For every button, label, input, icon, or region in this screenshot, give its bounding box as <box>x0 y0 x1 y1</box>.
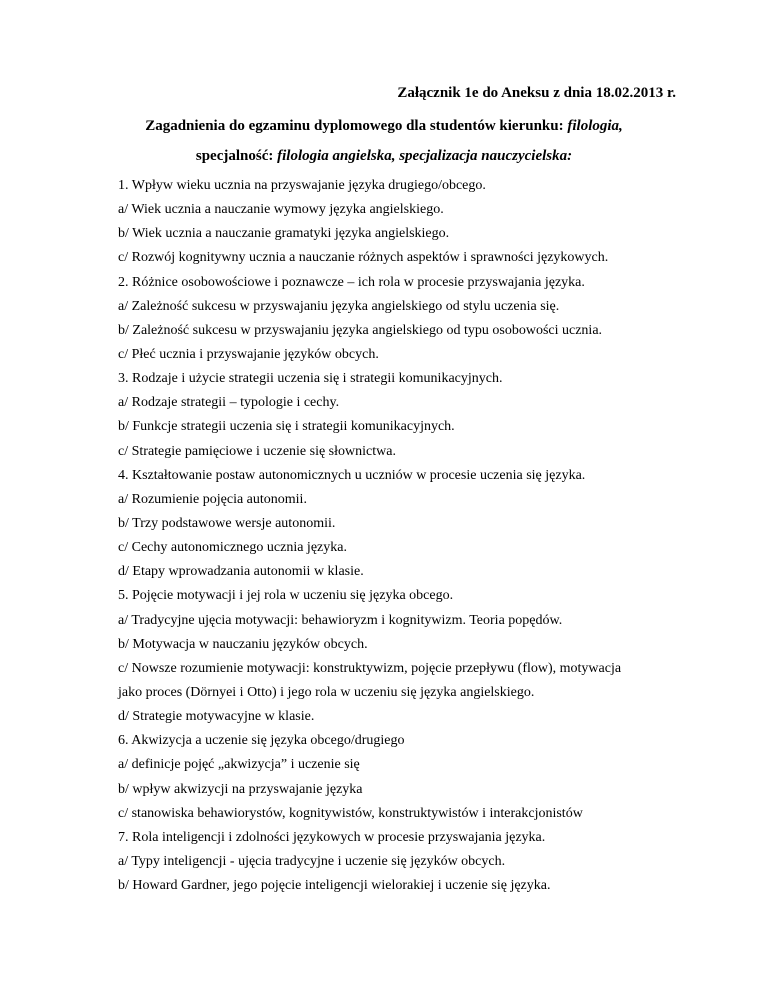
topic-line: a/ definicje pojęć „akwizycja” i uczenie się <box>118 757 360 773</box>
annex-title: Załącznik 1e do Aneksu z dnia 18.02.2013 r. <box>397 85 676 101</box>
topic-line: c/ Rozwój kognitywny ucznia a nauczanie różnych aspektów i sprawności językowych. <box>118 250 609 266</box>
topic-line: a/ Typy inteligencji - ujęcia tradycyjne i uczenie się języków obcych. <box>118 853 506 869</box>
topic-line: a/ Rodzaje strategii – typologie i cechy. <box>118 395 340 411</box>
topic-line: b/ Wiek ucznia a nauczanie gramatyki języka angielskiego. <box>118 226 450 242</box>
topic-line: c/ Płeć ucznia i przyswajanie języków obcych. <box>118 346 379 362</box>
topic-line: c/ Strategie pamięciowe i uczenie się słownictwa. <box>118 443 396 459</box>
exam-title-prefix: Zagadnienia do egzaminu dyplomowego dla studentów kierunku: <box>145 118 568 134</box>
topic-line: d/ Strategie motywacyjne w klasie. <box>118 709 315 725</box>
topic-line: a/ Zależność sukcesu w przyswajaniu języka angielskiego od stylu uczenia się. <box>118 298 560 314</box>
topic-line: b/ Motywacja w nauczaniu języków obcych. <box>118 636 368 652</box>
topic-line: 1. Wpływ wieku ucznia na przyswajanie języka drugiego/obcego. <box>118 178 486 193</box>
topic-line: 3. Rodzaje i użycie strategii uczenia się i strategii komunikacyjnych. <box>118 371 503 387</box>
specialty-line <box>0 147 768 165</box>
topic-line: a/ Rozumienie pojęcia autonomii. <box>118 491 307 507</box>
topic-line: b/ Funkcje strategii uczenia się i strategii komunikacyjnych. <box>118 419 455 435</box>
topic-line: jako proces (Dörnyei i Otto) i jego rola w uczeniu się języka angielskiego. <box>118 684 535 700</box>
topic-line: 5. Pojęcie motywacji i jej rola w uczeniu się języka obcego. <box>118 588 454 604</box>
topic-line: 7. Rola inteligencji i zdolności językowych w procesie przyswajania języka. <box>118 829 546 845</box>
topic-line: b/ Howard Gardner, jego pojęcie inteligencji wielorakiej i uczenie się języka. <box>118 878 551 894</box>
topic-line: 2. Różnice osobowościowe i poznawcze – ich rola w procesie przyswajania języka. <box>118 274 585 290</box>
topic-line: a/ Tradycyjne ujęcia motywacji: behawioryzm i kognitywizm. Teoria popędów. <box>118 612 563 628</box>
specialty-name: filologia angielska, specjalizacja nauczycielska: <box>277 148 573 164</box>
topics-list <box>118 177 698 901</box>
topic-line: b/ Trzy podstawowe wersje autonomii. <box>118 515 336 531</box>
topic-line: b/ Zależność sukcesu w przyswajaniu języka angielskiego od typu osobowości ucznia. <box>118 322 603 338</box>
topic-line: d/ Etapy wprowadzania autonomii w klasie. <box>118 564 364 580</box>
topic-line: a/ Wiek ucznia a nauczanie wymowy języka angielskiego. <box>118 202 444 218</box>
topic-line: 4. Kształtowanie postaw autonomicznych u uczniów w procesie uczenia się języka. <box>118 467 586 483</box>
topic-line: c/ Cechy autonomicznego ucznia języka. <box>118 540 347 556</box>
topic-line: b/ wpływ akwizycji na przyswajanie języka <box>118 781 363 797</box>
field-of-study: filologia, <box>567 118 623 134</box>
topic-line: c/ stanowiska behawiorystów, kognitywistów, konstruktywistów i interakcjonistów <box>118 805 583 821</box>
specialty-prefix: specjalność: <box>195 148 278 164</box>
exam-title <box>0 117 768 135</box>
topic-line: 6. Akwizycja a uczenie się języka obcego/drugiego <box>118 733 405 749</box>
topic-line: c/ Nowsze rozumienie motywacji: konstruktywizm, pojęcie przepływu (flow), motywacja <box>118 660 622 676</box>
